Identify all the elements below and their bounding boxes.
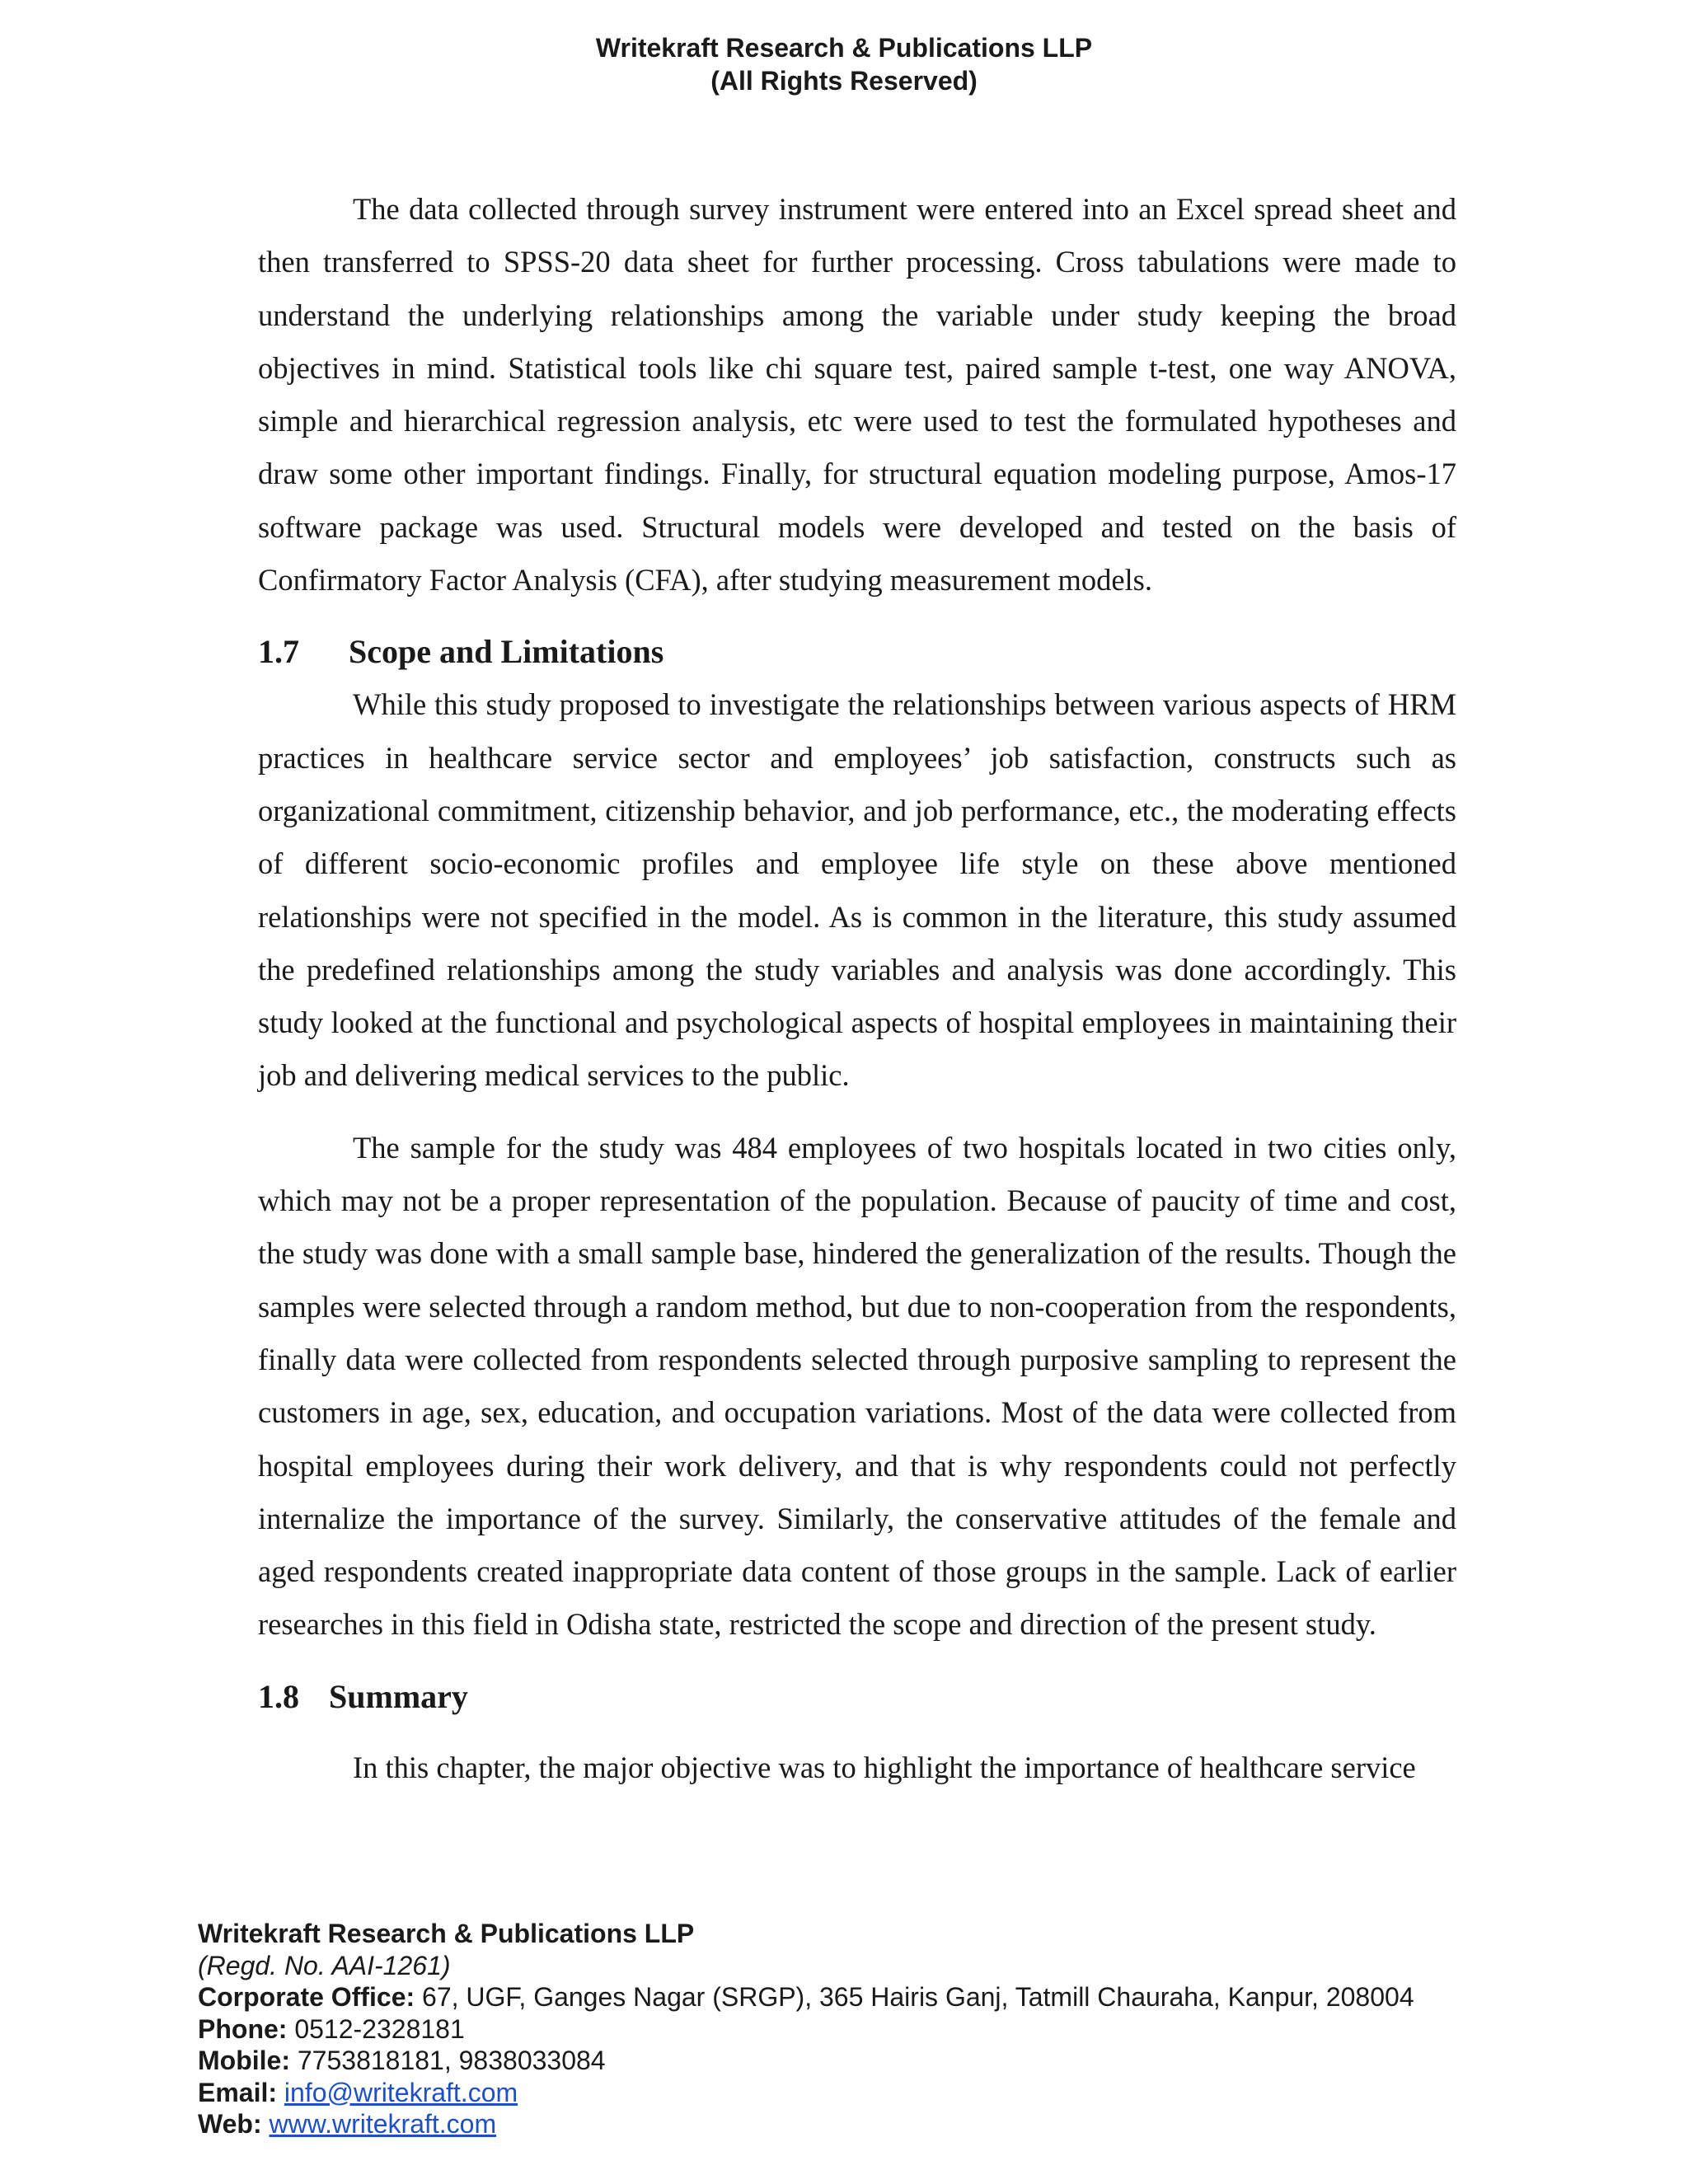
footer-mobile — [198, 2045, 1414, 2077]
section-title: Summary — [329, 1677, 468, 1715]
intro-paragraph: The data collected through survey instrument were entered into an Excel spread sheet and then transferred to SPSS-20 data sheet for further processing. Cross tabulations were made to understand the underlying relationships among the variable under study keeping the broad objectives in mind. Statistical tools like chi square test, paired sample t-test, one way ANOVA, simple and hierarchical regression analysis, etc were used to test the formulated hypotheses and draw some other important findings. Finally, for structural equation modeling purpose, Amos-17 software package was used. Structural models were developed and tested on the basis of Confirmatory Factor Analysis (CFA), after studying measurement models. — [258, 192, 1456, 598]
scope-paragraph-1: While this study proposed to investigate the relationships between various aspects of HRM practices in healthcare service sector and employees’ job satisfaction, constructs such as organizational commitment, citizenship behavior, and job performance, etc., the moderating effects of different socio-economic profiles and employee life style on these above mentioned relationships were not specified in the model. As is common in the literature, this study assumed the predefined relationships among the study variables and analysis was done accordingly. This study looked at the functional and psychological aspects of hospital employees in maintaining their job and delivering medical services to the public. — [258, 687, 1456, 1093]
section-number: 1.7 — [258, 633, 299, 671]
footer-phone — [198, 2013, 1414, 2046]
phone-number: 0512-2328181 — [287, 2013, 465, 2044]
section-heading-1-7 — [258, 626, 1456, 678]
mobile-numbers: 7753818181, 9838033084 — [289, 2046, 606, 2075]
footer-web — [198, 2108, 1414, 2140]
web-link[interactable]: www.writekraft.com — [269, 2109, 497, 2139]
header-company: Writekraft Research & Publications LLP — [595, 33, 1093, 63]
section-number: 1.8 — [258, 1677, 299, 1715]
email-link[interactable]: info@writekraft.com — [284, 2077, 518, 2107]
section-title: Scope and Limitations — [349, 633, 664, 671]
corporate-address: 67, UGF, Ganges Nagar (SRGP), 365 Hairis Ganj, Tatmill Chauraha, Kanpur, 208004 — [415, 1982, 1414, 2012]
summary-paragraph: In this chapter, the major objective was to highlight the importance of healthcare service — [353, 1750, 1416, 1784]
page-header — [0, 31, 1688, 97]
header-rights: (All Rights Reserved) — [710, 66, 978, 96]
email-label: Email: — [198, 2077, 278, 2107]
section-heading-1-8 — [258, 1671, 1456, 1723]
page-footer — [198, 1918, 1414, 2140]
footer-regd: (Regd. No. AAI-1261) — [198, 1950, 451, 1980]
footer-email — [198, 2077, 1414, 2109]
footer-company: Writekraft Research & Publications LLP — [198, 1919, 695, 1948]
corporate-label: Corporate Office: — [198, 1982, 415, 2012]
phone-label: Phone: — [198, 2013, 288, 2044]
document-body — [258, 183, 1456, 1813]
scope-paragraph-2: The sample for the study was 484 employees of two hospitals located in two cities only, which may not be a proper representation of the population. Because of paucity of time and cost, the study was done with a small sample base, hindered the generalization of the results. Though the samples were selected through a random method, but due to non-cooperation from the respondents, finally data were collected from respondents selected through purposive sampling to represent the customers in age, sex, education, and occupation variations. Most of the data were collected from hospital employees during their work delivery, and that is why respondents could not perfectly internalize the importance of the survey. Similarly, the conservative attitudes of the female and aged respondents created inappropriate data content of those groups in the sample. Lack of earlier researches in this field in Odisha state, restricted the scope and direction of the present study. — [258, 1130, 1456, 1642]
mobile-label: Mobile: — [198, 2046, 290, 2075]
web-label: Web: — [198, 2109, 262, 2139]
footer-corporate — [198, 1981, 1414, 2013]
